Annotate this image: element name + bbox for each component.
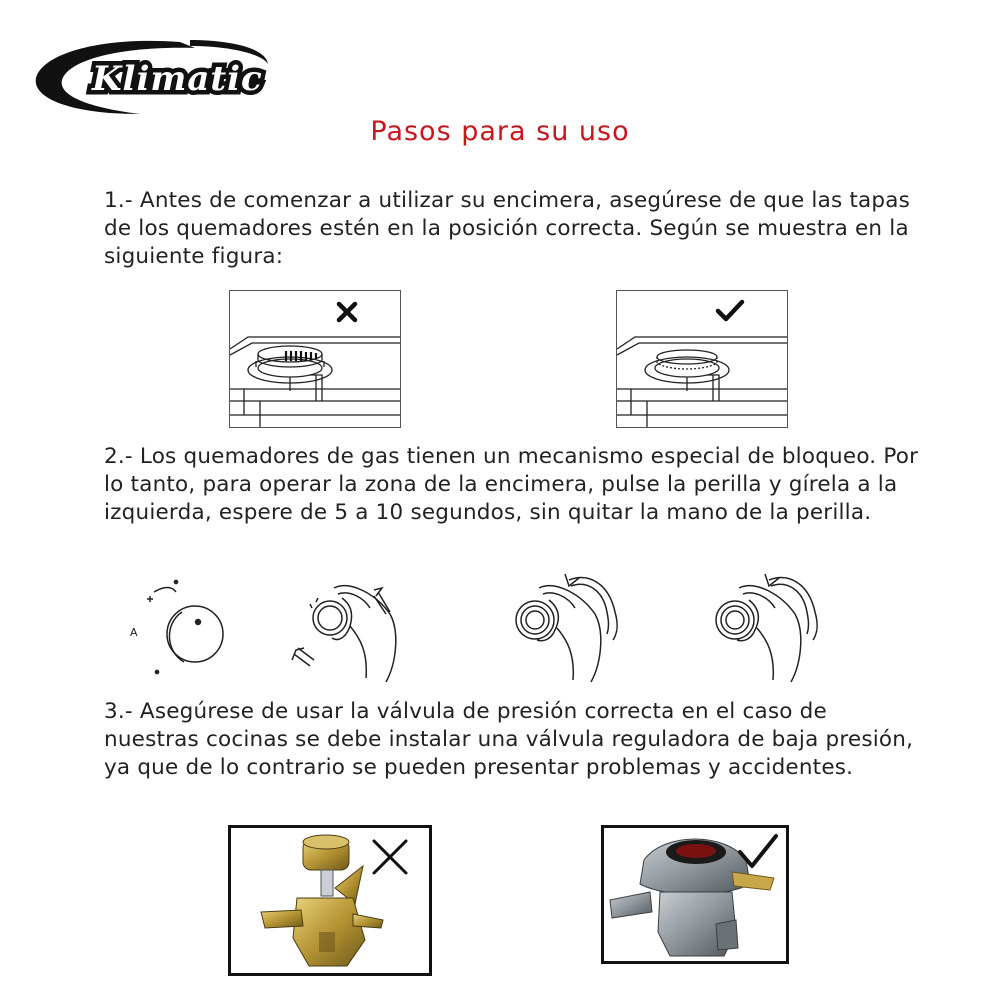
checkmark-icon: [736, 832, 780, 870]
cross-icon: [336, 301, 358, 323]
hand-hold-icon: [716, 574, 817, 682]
cross-icon: [371, 838, 409, 876]
step-1-text: 1.- Antes de comenzar a utilizar su encimera, asegúrese de que las tapas de los quemadores estén en la posición correcta. Según se muestra en la siguiente figura:: [104, 188, 911, 269]
logo-wordmark: Klimatic: [92, 59, 263, 99]
step-2-text: 2.- Los quemadores de gas tienen un mecanismo especial de bloqueo. Por lo tanto, para operar la zona de la encimera, pulse la perilla y gírela a la izquierda, espere de 5 a 10 segundos, sin quitar la mano de la perilla.: [104, 444, 919, 525]
valve-incorrect-figure: [228, 825, 432, 976]
page-title: Pasos para su uso: [370, 116, 630, 147]
burner-correct-figure: [616, 290, 788, 428]
hand-press-icon: [292, 586, 396, 682]
knob-operation-figure: [120, 568, 840, 698]
brand-logo: [30, 34, 275, 118]
burner-incorrect-figure: [229, 290, 401, 428]
knob-icon: [147, 580, 223, 673]
knob-position-label: A: [130, 626, 138, 639]
logo-swoosh-icon: [30, 34, 275, 118]
step-3-text: 3.- Asegúrese de usar la válvula de presión correcta en el caso de nuestras cocinas se debe instalar una válvula reguladora de baja presión, ya que de lo contrario se pueden presentar problemas y accidentes.: [104, 699, 914, 780]
valve-correct-figure: [601, 825, 789, 964]
hand-turn-left-icon: [516, 574, 617, 682]
checkmark-icon: [715, 299, 745, 323]
